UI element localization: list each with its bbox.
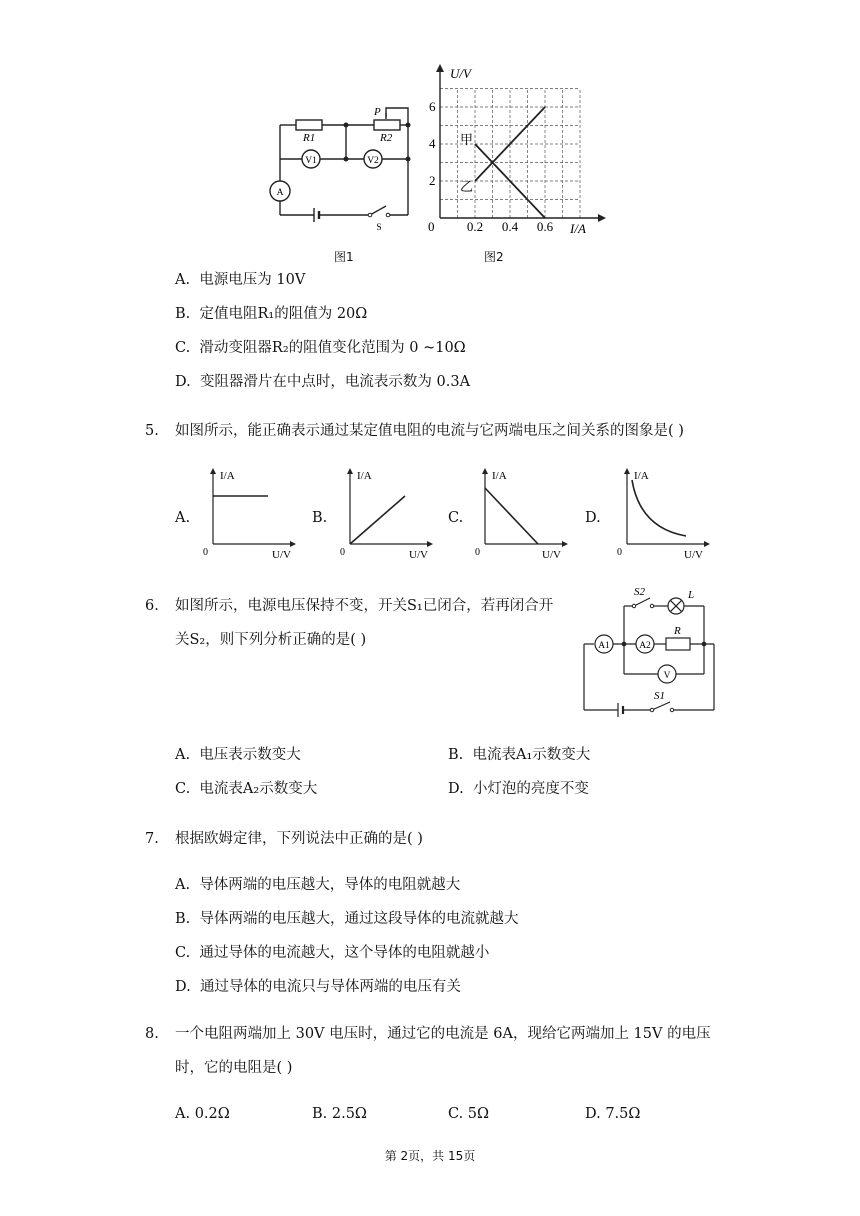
q7-stem: 根据欧姆定律，下列说法中正确的是( )	[175, 831, 423, 847]
fig2-jia-label: 甲	[460, 132, 474, 147]
x-tick-label: 0.2	[466, 219, 484, 234]
page-footer: 第 2页，共 15页	[384, 1149, 476, 1163]
fig2-ylabel: U/V	[450, 66, 471, 81]
a1-label: A1	[598, 641, 610, 651]
q5a-xlabel: U/V	[272, 549, 291, 561]
q8-stem-line1: 一个电阻两端加上 30V 电压时，通过它的电流是 6A，现给它两端加上 15V 的电压	[175, 1026, 711, 1042]
q6-option-b[interactable]: B. 电流表A₁示数变大	[448, 747, 591, 763]
y-tick-label: 2	[429, 173, 436, 188]
q5-option-b[interactable]: B.	[312, 510, 328, 526]
q6-stem-line1: 如图所示，电源电压保持不变，开关S₁已闭合，若再闭合开	[175, 598, 554, 614]
q4-option-c[interactable]: C. 滑动变阻器R₂的阻值变化范围为 0 ~10Ω	[175, 340, 466, 356]
r1-label: R1	[303, 132, 316, 144]
figure-1-circuit	[262, 98, 422, 238]
q6-option-d[interactable]: D. 小灯泡的亮度不变	[448, 781, 589, 797]
q8-option-a[interactable]: A. 0.2Ω	[175, 1106, 230, 1122]
q5d-xlabel: U/V	[684, 549, 703, 561]
q5-graph-c	[472, 466, 577, 561]
q5-option-d[interactable]: D.	[585, 510, 601, 526]
r2-label: R2	[380, 132, 393, 144]
q7-number: 7.	[145, 831, 159, 847]
q7-option-d[interactable]: D. 通过导体的电流只与导体两端的电压有关	[175, 979, 461, 995]
v2-label: V2	[367, 156, 379, 166]
x-tick-label: 0.4	[501, 219, 519, 234]
q7-option-b[interactable]: B. 导体两端的电压越大，通过这段导体的电流就越大	[175, 911, 519, 927]
figure-2-chart	[420, 60, 610, 240]
q6-number: 6.	[145, 598, 159, 614]
q4-option-d[interactable]: D. 变阻器滑片在中点时，电流表示数为 0.3A	[175, 374, 471, 390]
s1-label: S1	[654, 690, 665, 702]
q5-option-c[interactable]: C.	[448, 510, 464, 526]
voltmeter-label: V	[663, 671, 671, 681]
a2-label: A2	[639, 641, 651, 651]
q5-graph-b	[337, 466, 442, 561]
q6-option-c[interactable]: C. 电流表A₂示数变大	[175, 781, 318, 797]
q6-stem-line2: 关S₂，则下列分析正确的是( )	[175, 632, 367, 648]
q6-option-a[interactable]: A. 电压表示数变大	[175, 747, 301, 763]
q8-option-d[interactable]: D. 7.5Ω	[585, 1106, 641, 1122]
y-tick-label: 4	[429, 136, 436, 151]
q5-option-a[interactable]: A.	[175, 510, 191, 526]
v1-label: V1	[305, 156, 317, 166]
s2-label: S2	[634, 586, 645, 598]
q7-option-a[interactable]: A. 导体两端的电压越大，导体的电阻就越大	[175, 877, 461, 893]
q8-number: 8.	[145, 1026, 159, 1042]
y-tick-label: 6	[429, 99, 436, 114]
figure-2-caption: 图2	[484, 250, 504, 264]
q5d-ylabel: I/A	[634, 470, 649, 482]
q5a-origin: 0	[203, 547, 208, 558]
q6-circuit	[578, 582, 723, 722]
q7-option-c[interactable]: C. 通过导体的电流越大，这个导体的电阻就越小	[175, 945, 490, 961]
resistor-r-label: R	[674, 625, 681, 637]
q8-option-c[interactable]: C. 5Ω	[448, 1106, 490, 1122]
q8-option-b[interactable]: B. 2.5Ω	[312, 1106, 367, 1122]
q5d-origin: 0	[617, 547, 622, 558]
q5-graph-a	[200, 466, 305, 561]
ammeter-label: A	[276, 188, 284, 198]
q4-option-b[interactable]: B. 定值电阻R₁的阻值为 20Ω	[175, 306, 368, 322]
q5-graph-d	[614, 466, 719, 561]
q5-stem: 如图所示，能正确表示通过某定值电阻的电流与它两端电压之间关系的图象是( )	[175, 423, 684, 439]
fig2-yi-label: 乙	[460, 179, 474, 194]
q5b-origin: 0	[340, 547, 345, 558]
slider-p-label: P	[374, 106, 381, 118]
x-tick-label: 0.6	[536, 219, 554, 234]
figure-1-caption: 图1	[334, 250, 354, 264]
lamp-l-label: L	[688, 589, 695, 601]
q5-number: 5.	[145, 423, 159, 439]
q5c-xlabel: U/V	[542, 549, 561, 561]
fig2-xlabel: I/A	[570, 221, 586, 236]
switch-label: S	[376, 223, 382, 233]
q5a-ylabel: I/A	[220, 470, 235, 482]
q8-stem-line2: 时，它的电阻是( )	[175, 1060, 293, 1076]
q5b-ylabel: I/A	[357, 470, 372, 482]
q5c-ylabel: I/A	[492, 470, 507, 482]
q4-option-a[interactable]: A. 电源电压为 10V	[175, 272, 306, 288]
q5b-xlabel: U/V	[409, 549, 428, 561]
q5c-origin: 0	[475, 547, 480, 558]
fig2-origin: 0	[428, 219, 435, 234]
